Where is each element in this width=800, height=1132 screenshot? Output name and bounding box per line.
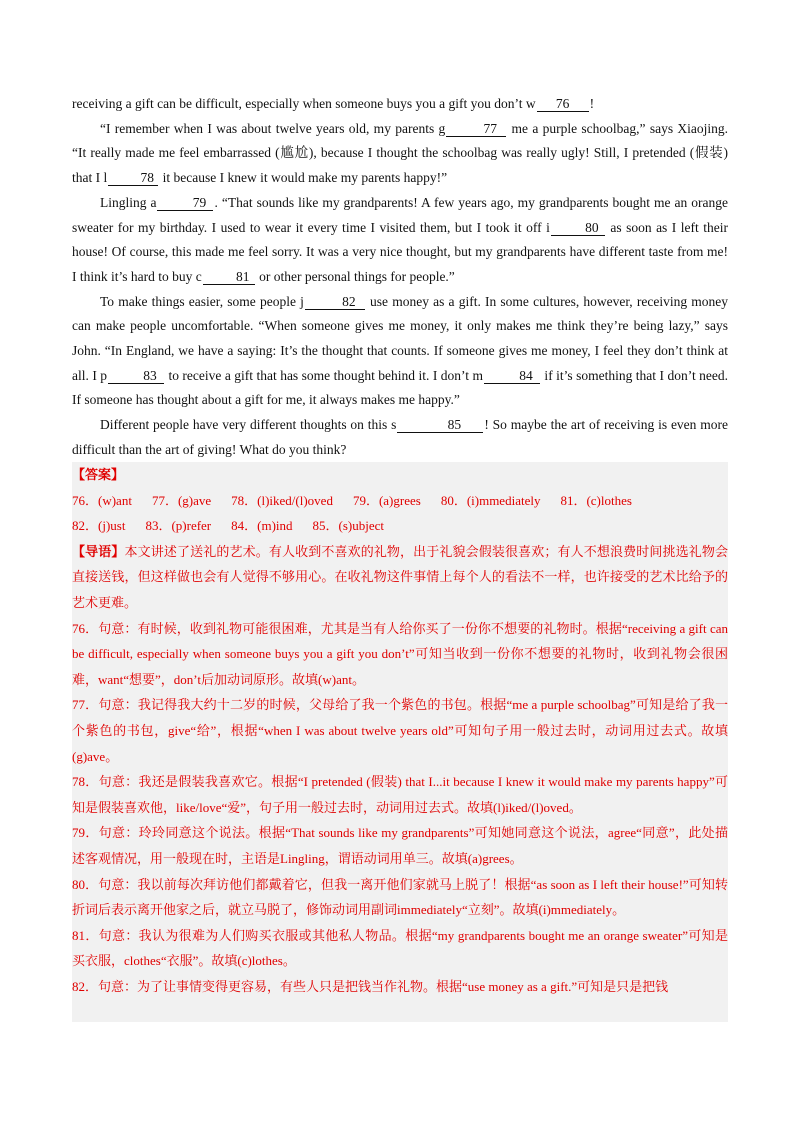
- answer-row-2: [72, 513, 728, 539]
- passage-text: Different people have very different thoughts on this s: [100, 417, 397, 433]
- passage-paragraph-1: [72, 92, 728, 117]
- answer-77: 77．(g)ave: [151, 492, 212, 508]
- guide-text: 本文讲述了送礼的艺术。有人收到不喜欢的礼物，出于礼貌会假装很喜欢；有人不想浪费时间挑选礼物会直接送钱，但这样做也会有人觉得不够用心。在收礼物这件事情上每个人的看法不一样，也许接受的艺术比给予的艺术更难。: [72, 543, 728, 610]
- reading-passage: [72, 92, 728, 463]
- explanation-80: 80．句意：我以前每次拜访他们都戴着它，但我一离开他们家就马上脱了！根据“as soon as I left their house!”可知转折词后表示离开他家之后，就立马脱了，修饰动词用副词immediately“立刻”。故填(i)mmediately。: [72, 876, 728, 918]
- answer-83: 83．(p)refer: [145, 518, 212, 534]
- blank-84: 84: [484, 368, 540, 384]
- answer-81: 81．(c)lothes: [560, 492, 632, 508]
- answer-heading: 【答案】: [72, 467, 125, 482]
- answer-84: 84．(m)ind: [231, 518, 293, 534]
- explanation-81: 81．句意：我认为很难为人们购买衣服或其他私人物品。根据“my grandparents bought me an orange sweater”可知是买衣服，clothes“衣服”。故填(c)lothes。: [72, 927, 728, 969]
- explanation-79: 79．句意：玲玲同意这个说法。根据“That sounds like my grandparents”可知她同意这个说法，agree“同意”，此处描述客观情况，用一般现在时，主语是Lingling，谓语动词用单三。故填(a)grees。: [72, 825, 728, 866]
- blank-82: 82: [305, 294, 365, 310]
- explanation-78: 78．句意：我还是假装我喜欢它。根据“I pretended (假装) that I...it because I knew it would make my parents happy”可知是假装喜欢他，like/love“爱”，句子用一般过去时，动词用过去式。故填(l)iked/(l)oved。: [72, 774, 728, 815]
- guide-tag: 【导语】: [72, 543, 125, 559]
- passage-text: !: [589, 96, 595, 111]
- blank-76: 76: [537, 96, 589, 112]
- passage-text: To make things easier, some people j: [100, 293, 304, 309]
- passage-paragraph-2: [72, 117, 728, 191]
- passage-paragraph-5: [72, 413, 728, 462]
- answer-78: 78．(l)iked/(l)oved: [231, 492, 333, 508]
- answer-79: 79．(a)grees: [352, 492, 421, 508]
- passage-paragraph-4: [72, 290, 728, 414]
- answer-80: 80．(i)mmediately: [440, 492, 541, 508]
- answer-row-1: [72, 488, 728, 514]
- blank-83: 83: [108, 368, 164, 384]
- passage-text: it because I knew it would make my parents happy!”: [159, 170, 448, 186]
- passage-text: or other personal things for people.”: [255, 268, 455, 284]
- blank-77: 77: [446, 121, 506, 137]
- passage-text: to receive a gift that has some thought behind it. I don’t m: [165, 367, 483, 383]
- passage-text: me a purple schoolbag,” says Xiaojing. “It really made me feel embarrassed (尴尬), because I thought the schoolbag was really ugly! Still, I pretended (假装) that I l: [72, 120, 728, 186]
- passage-text: if it’s something that I don’t need. If someone has thought about a gift for me, it always makes me happy.”: [72, 367, 729, 408]
- passage-paragraph-3: [72, 191, 728, 290]
- blank-81: 81: [203, 269, 255, 285]
- passage-text: . “That sounds like my grandparents! A few years ago, my grandparents bought me an orange sweater for my birthday. I used to wear it every time I visited them, but I took it off i: [72, 194, 728, 235]
- passage-text: receiving a gift can be difficult, especially when someone buys you a gift you don’t w: [72, 96, 536, 111]
- explanation-77: 77．句意：我记得我大约十二岁的时候，父母给了我一个紫色的书包。根据“me a purple schoolbag”可知是给了我一个紫色的书包，give“给”，根据“when I was about twelve years old”可知句子用一般过去时，动词用过去式。故填(g)ave。: [72, 697, 728, 764]
- passage-text: as soon as I left their house! Of course, this made me feel sorry. It was a very nice thought, but my grandparents have different taste from me! I think it’s hard to buy c: [72, 219, 729, 284]
- explanation-76: 76．句意：有时候，收到礼物可能很困难，尤其是当有人给你买了一份你不想要的礼物时。根据“receiving a gift can be difficult, especially when someone buys you a gift you don’t”可知当收到一份你不想要的礼物时，收到礼物会很困难，want“想要”，don’t后加动词原形。故填(w)ant。: [72, 620, 728, 687]
- guide-paragraph: [72, 539, 728, 616]
- passage-text: ! So maybe the art of receiving is even more difficult than the art of giving! What do you think?: [72, 417, 728, 457]
- passage-text: “I remember when I was about twelve years old, my parents g: [100, 120, 446, 136]
- blank-80: 80: [551, 220, 605, 236]
- passage-text: use money as a gift. In some cultures, however, receiving money can make people uncomfortable. “When someone gives me money, it only makes me think they’re being lazy,” says John. “In England, we have a saying: It’s the thought that counts. If someone gives me money, I feel they don’t think at all. I p: [72, 293, 728, 383]
- answer-76: 76．(w)ant: [72, 492, 132, 508]
- explanation-82: 82．句意：为了让事情变得更容易，有些人只是把钱当作礼物。根据“use money as a gift.”可知是只是把钱: [72, 978, 669, 994]
- answer-82: 82．(j)ust: [72, 518, 126, 534]
- blank-85: 85: [397, 417, 483, 433]
- blank-79: 79: [157, 195, 213, 211]
- answer-section: [72, 462, 728, 1022]
- blank-78: 78: [108, 170, 158, 186]
- passage-text: Lingling a: [100, 194, 157, 210]
- answer-85: 85．(s)ubject: [312, 518, 385, 534]
